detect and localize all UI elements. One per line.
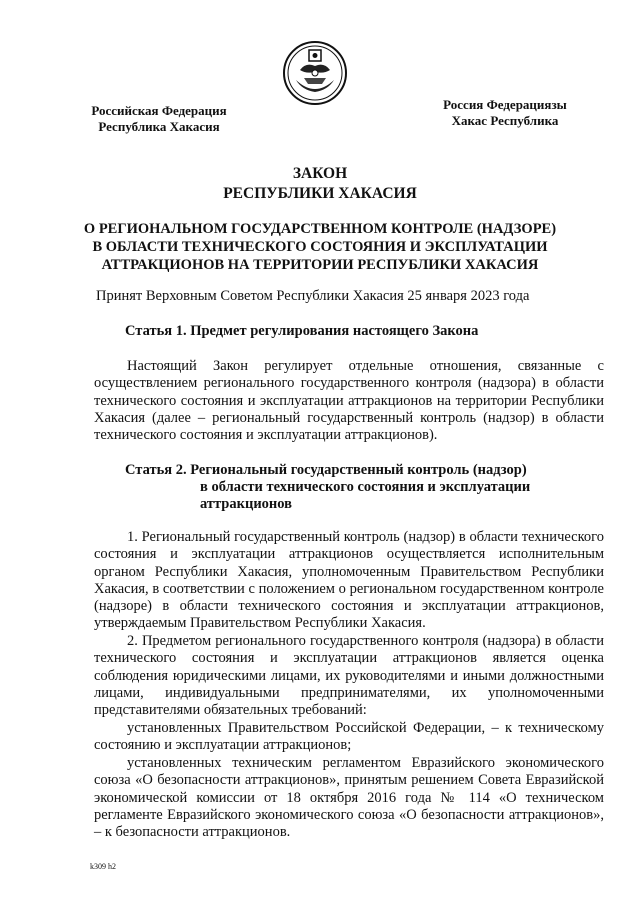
law-subject-line2: В ОБЛАСТИ ТЕХНИЧЕСКОГО СОСТОЯНИЯ И ЭКСПЛУАТАЦИИ [92,239,548,255]
article1-text: Настоящий Закон регулирует отдельные отношения, связанные с осуществлением регионального государственного контроля (надзора) в области технического состояния и эксплуатации аттракционов на территории Республики Хакасия (далее – региональный государственный контроль (надзор) в области технического состояния и эксплуатации аттракционов). [94,358,604,444]
header-left [84,103,234,135]
law-title [0,164,640,204]
law-title-line2: РЕСПУБЛИКИ ХАКАСИЯ [223,185,417,202]
article2-paragraph3: установленных Правительством Российской Федерации, – к техническому состоянию и эксплуатации аттракционов; [94,720,604,754]
coat-of-arms-khakassia-icon [282,40,348,106]
adoption-note: Принят Верховным Советом Республики Хакасия 25 января 2023 года [96,288,530,304]
law-subject-line1: О РЕГИОНАЛЬНОМ ГОСУДАРСТВЕННОМ КОНТРОЛЕ (НАДЗОРЕ) [83,221,557,237]
article2-heading [125,462,565,513]
article2-paragraph1: 1. Региональный государственный контроль (надзор) в области технического состояния и эксплуатации аттракционов осуществляется исполнительным органом Республики Хакасия, уполномоченным Правительством Республики Хакасия, в соответствии с положением о региональном государственном контроле (надзоре) в области технического состояния и эксплуатации аттракционов, утверждаемым Правительством Республики Хакасия. [94,529,604,632]
article2-paragraph2: 2. Предметом регионального государственного контроля (надзора) в области технического состояния и эксплуатации аттракционов является оценка соблюдения юридическими лицами, их руководителями и иными должностными лицами, индивидуальными предпринимателями, их уполномоченными представителями обязательных требований: [94,633,604,719]
header-right-line2: Хакас Республика [451,113,559,128]
header-right-line1: Россия Федерациязы [443,97,567,112]
header-left-line2: Республика Хакасия [98,119,220,134]
article2-heading-line2: в области технического состояния и эксплуатации [200,479,531,495]
header-right [430,97,580,129]
article2-heading-line3: аттракционов [200,496,292,512]
article1-heading: Статья 1. Предмет регулирования настоящего Закона [125,323,479,339]
law-subject [0,220,640,274]
article2-paragraph4: установленных техническим регламентом Евразийского экономического союза «О безопасности аттракционов», принятым решением Совета Евразийской экономической комиссии от 18 октября 2016 года № 114 «О техническом регламенте Евразийского экономического союза «О безопасности аттракционов», – к безопасности аттракционов. [94,755,604,841]
law-subject-line3: АТТРАКЦИОНОВ НА ТЕРРИТОРИИ РЕСПУБЛИКИ ХАКАСИЯ [101,257,539,273]
header-left-line1: Российская Федерация [91,103,227,118]
article2-heading-line1: Статья 2. Региональный государственный контроль (надзор) [125,462,527,478]
footer-code: k309 h2 [90,862,116,871]
law-title-line1: ЗАКОН [292,165,348,182]
